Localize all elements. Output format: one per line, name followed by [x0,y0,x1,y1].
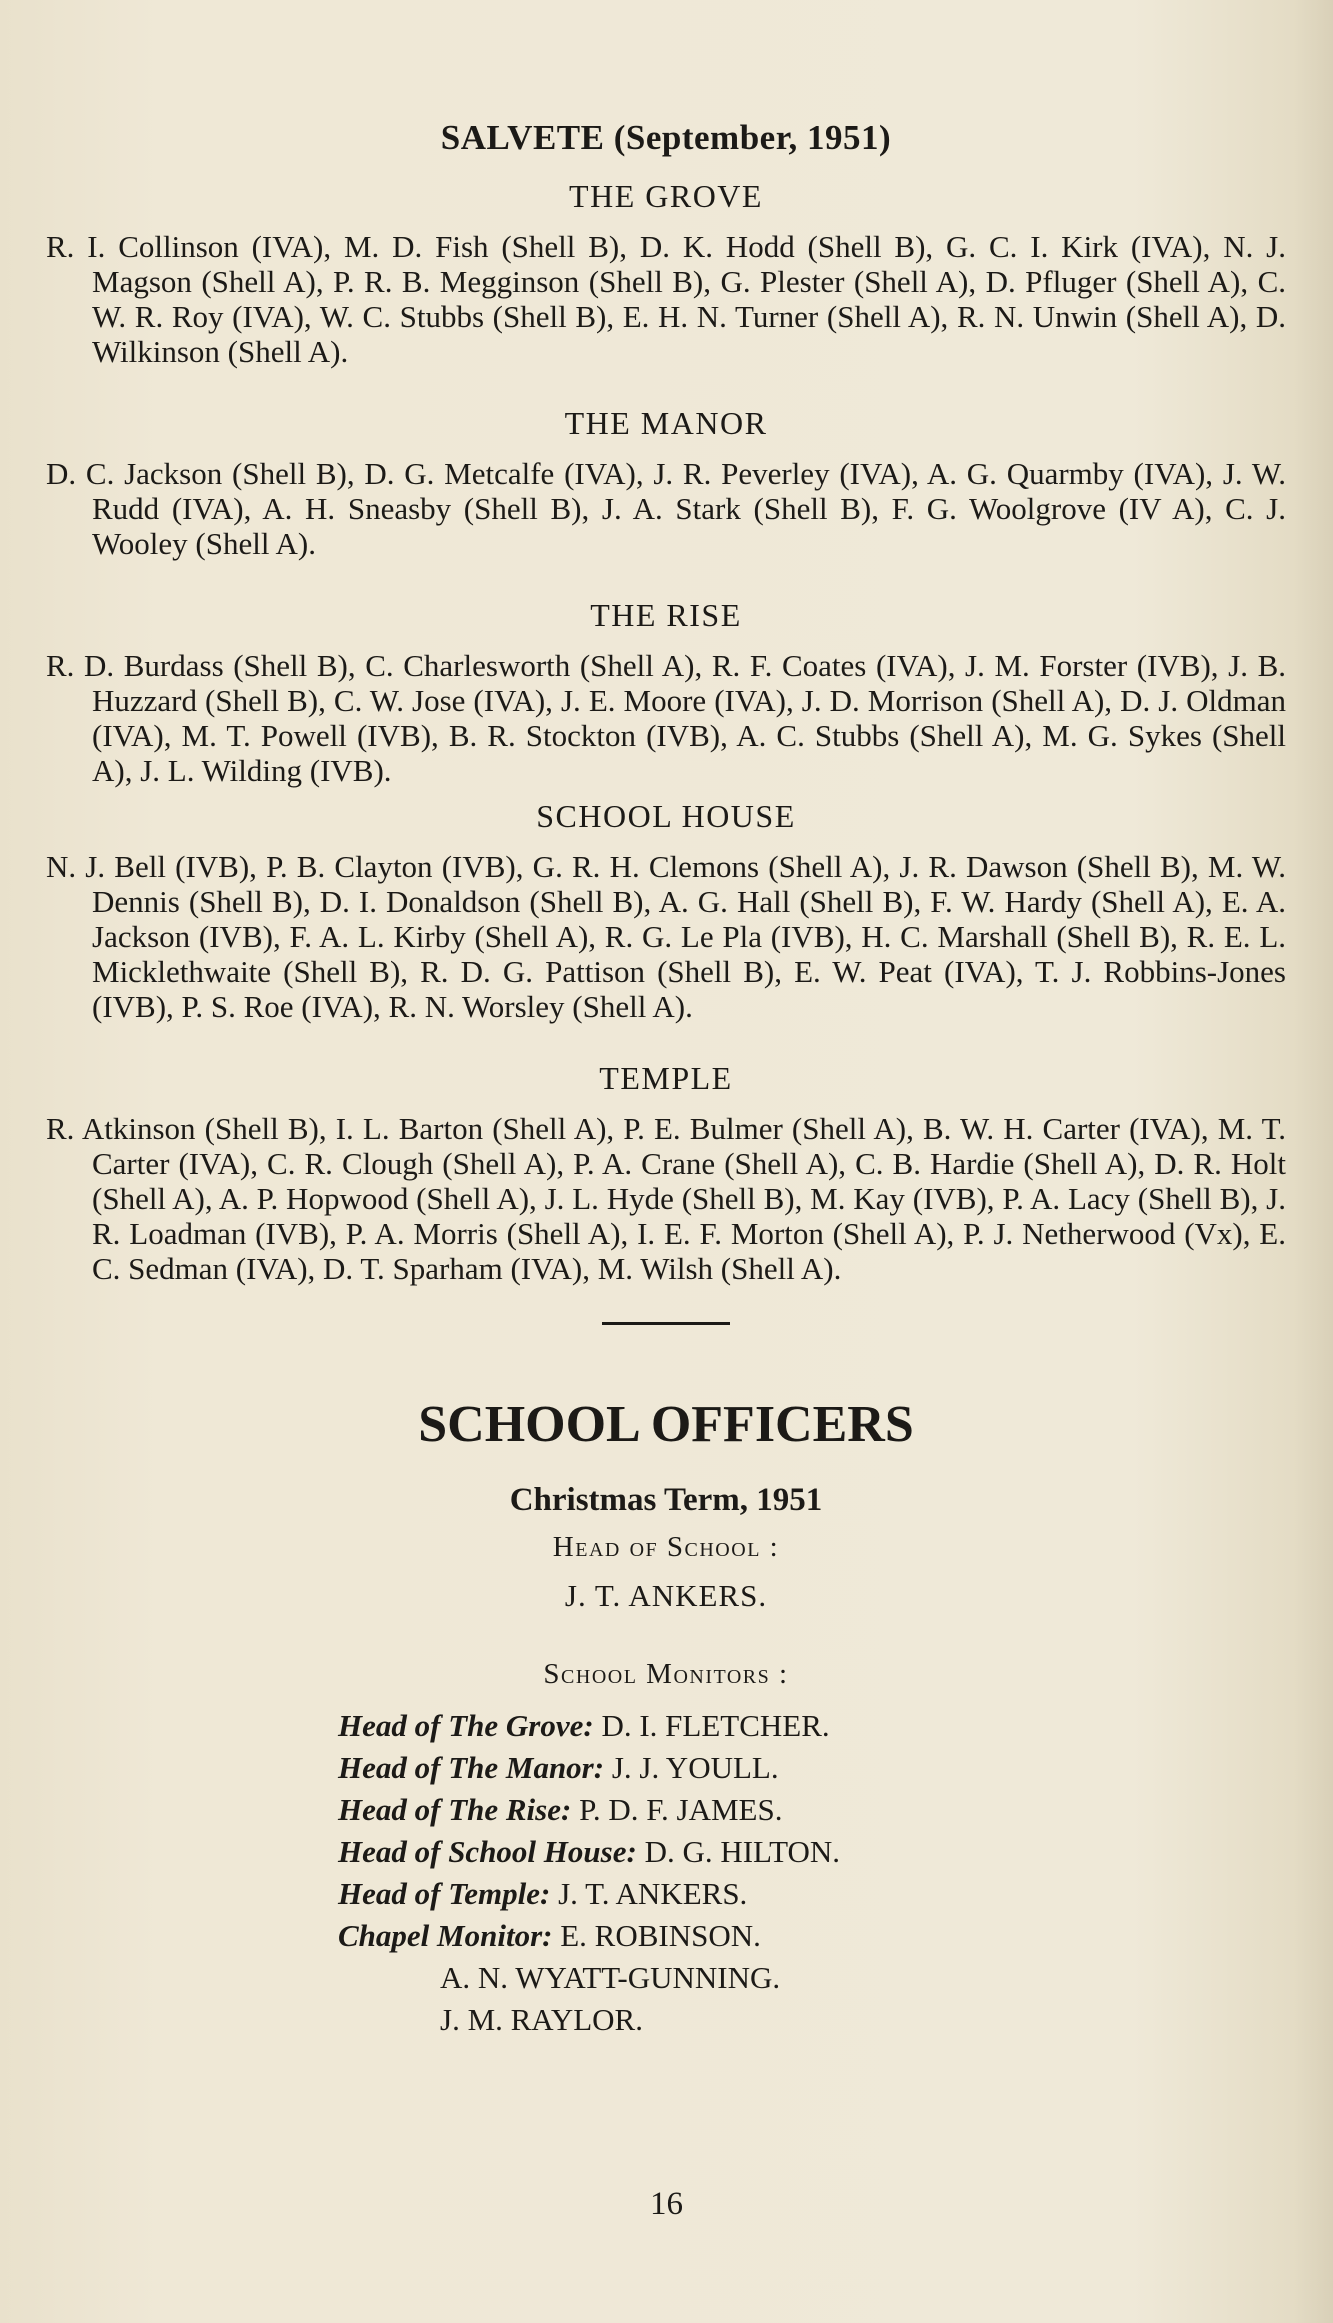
monitor-row [338,1705,1286,1747]
house-heading-grove: THE GROVE [569,178,763,214]
house-names-grove: R. I. Collinson (IVA), M. D. Fish (Shell B), D. K. Hodd (Shell B), G. C. I. Kirk (IVA), N. J. Magson (Shell A), P. R. B. Megginson (Shell B), G. Plester (Shell A), D. Pfluger (Shell A), C. W. R. Roy (IVA), W. C. Stubbs (Shell B), E. H. N. Turner (Shell A), R. N. Unwin (Shell A), D. Wilkinson (Shell A). [46,229,1286,369]
page-number: 16 [650,2186,683,2222]
house-heading-rise: THE RISE [590,597,742,633]
monitor-name: D. G. HILTON. [644,1834,841,1869]
additional-monitor: A. N. WYATT-GUNNING. [440,1960,781,1995]
salvete-title: SALVETE (September, 1951) [440,118,892,157]
monitor-name: J. T. ANKERS. [558,1876,748,1911]
page-content [46,118,1286,2041]
school-monitors-label: School Monitors : [543,1658,789,1690]
monitors-list [338,1705,1286,2041]
house-names-school-house: N. J. Bell (IVB), P. B. Clayton (IVB), G. R. H. Clemons (Shell A), J. R. Dawson (Shell B), M. W. Dennis (Shell B), D. I. Donaldson (Shell B), A. G. Hall (Shell B), F. W. Hardy (Shell A), E. A. Jackson (IVB), F. A. L. Kirby (Shell A), R. G. Le Pla (IVB), H. C. Marshall (Shell B), R. E. L. Micklethwaite (Shell B), R. D. G. Pattison (Shell B), E. W. Peat (IVA), T. J. Robbins-Jones (IVB), P. S. Roe (IVA), R. N. Worsley (Shell A). [46,849,1286,1024]
section-divider [602,1322,730,1325]
officers-term: Christmas Term, 1951 [509,1482,823,1518]
officers-title: SCHOOL OFFICERS [418,1396,914,1453]
monitor-role: Head of Temple: [338,1876,551,1911]
head-of-school-name: J. T. ANKERS. [564,1578,768,1613]
monitor-row [338,1915,1286,1957]
monitor-row [338,1831,1286,1873]
house-names-temple: R. Atkinson (Shell B), I. L. Barton (Shell A), P. E. Bulmer (Shell A), B. W. H. Carter (IVA), M. T. Carter (IVA), C. R. Clough (Shell A), P. A. Crane (Shell A), C. B. Hardie (Shell A), D. R. Holt (Shell A), A. P. Hopwood (Shell A), J. L. Hyde (Shell B), M. Kay (IVB), P. A. Lacy (Shell B), J. R. Loadman (IVB), P. A. Morris (Shell A), I. E. F. Morton (Shell A), P. J. Netherwood (Vx), E. C. Sedman (IVA), D. T. Sparham (IVA), M. Wilsh (Shell A). [46,1111,1286,1286]
monitor-name: P. D. F. JAMES. [579,1792,783,1827]
monitor-row [338,1747,1286,1789]
house-names-rise: R. D. Burdass (Shell B), C. Charlesworth (Shell A), R. F. Coates (IVA), J. M. Forster (IVB), J. B. Huzzard (Shell B), C. W. Jose (IVA), J. E. Moore (IVA), J. D. Morrison (Shell A), D. J. Oldman (IVA), M. T. Powell (IVB), B. R. Stockton (IVB), A. C. Stubbs (Shell A), M. G. Sykes (Shell A), J. L. Wilding (IVB). [46,648,1286,788]
monitor-name: D. I. FLETCHER. [601,1708,830,1743]
house-names-manor: D. C. Jackson (Shell B), D. G. Metcalfe (IVA), J. R. Peverley (IVA), A. G. Quarmby (IVA), J. W. Rudd (IVA), A. H. Sneasby (Shell B), J. A. Stark (Shell B), F. G. Woolgrove (IV A), C. J. Wooley (Shell A). [46,456,1286,561]
house-heading-school-house: SCHOOL HOUSE [536,798,796,834]
monitor-role: Chapel Monitor: [338,1918,553,1953]
monitor-name: E. ROBINSON. [560,1918,761,1953]
monitor-role: Head of The Manor: [338,1750,605,1785]
head-of-school-label: Head of School : [552,1531,780,1563]
house-heading-temple: TEMPLE [599,1060,733,1096]
monitor-role: Head of The Rise: [338,1792,572,1827]
monitor-name: J. J. YOULL. [611,1750,779,1785]
house-heading-manor: THE MANOR [564,405,768,441]
monitor-role: Head of The Grove: [338,1708,594,1743]
monitor-row [338,1789,1286,1831]
additional-monitor: J. M. RAYLOR. [440,2002,643,2037]
monitor-row [338,1873,1286,1915]
monitor-role: Head of School House: [338,1834,637,1869]
